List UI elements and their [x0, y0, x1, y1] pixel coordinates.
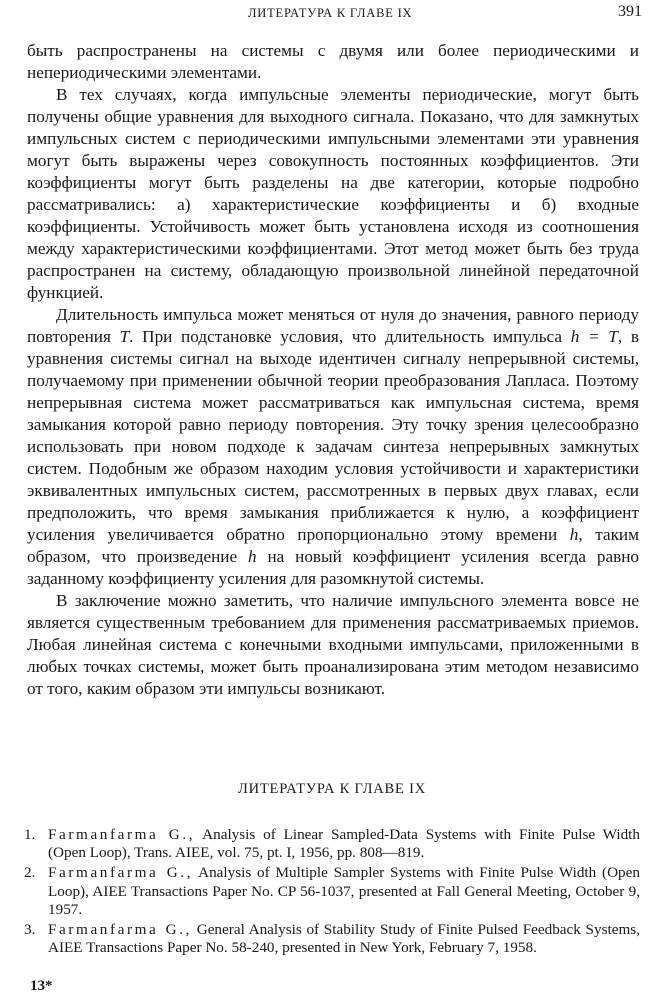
reference-text	[48, 826, 640, 862]
reference-item	[24, 826, 640, 862]
symbol-h: h	[569, 525, 579, 544]
symbol-T: T	[119, 327, 130, 346]
reference-author: Farmanfarma G.,	[48, 921, 193, 939]
page-header	[0, 3, 664, 27]
reference-body: Analysis of Linear Sampled-Data Systems with Finite Pulse Width (Open Loop), Trans. AIEE, vol. 75, pt. I, 1956, pp. 808—819.	[48, 826, 640, 862]
reference-author: Farmanfarma G.,	[48, 864, 194, 882]
printer-signature-mark: 13*	[30, 978, 53, 994]
reference-number: 2.	[24, 864, 36, 882]
reference-item	[24, 864, 640, 919]
page-number: 391	[618, 3, 642, 20]
reference-body: General Analysis of Stability Study of Finite Pulsed Feedback Systems, AIEE Transactions Paper No. 58-240, presented in New York, February 7, 1958.	[48, 921, 640, 957]
reference-number: 1.	[24, 826, 36, 843]
reference-text	[48, 864, 640, 919]
reference-text	[48, 921, 640, 957]
paragraph-3-part-b: . При подстановке условия, что длительность импульса	[129, 327, 571, 346]
section-title: ЛИТЕРАТУРА К ГЛАВЕ IX	[237, 781, 426, 797]
equation-h-equals-T: h = T	[570, 327, 618, 346]
paragraph-4: В заключение можно заметить, что наличие импульсного элемента вовсе не является существенным требованием для применения рассматриваемых приемов. Любая линейная система с конечными входными импульсами, приложенными в любых точках системы, может быть проанализирована этим методом независимо от того, каким образом эти импульсы возникают.	[27, 591, 639, 698]
body-text	[27, 40, 639, 700]
paragraph-3	[27, 304, 639, 590]
reference-body: Analysis of Multiple Sampler Systems with Finite Pulse Width (Open Loop), AIEE Transactions Paper No. CP 56-1037, presented at Fall General Meeting, October 9, 1957.	[48, 864, 640, 918]
paragraph-3-part-a: Длительность импульса может меняться от нуля до значения, равного периоду повторения	[27, 305, 639, 346]
paragraph-3-part-d: , таким образом, что произведение	[27, 525, 639, 566]
paragraph-1: быть распространены на системы с двумя или более периодическими и непериодическими элементами.	[27, 41, 639, 82]
paragraph-3-part-c: , в уравнения системы сигнал на выходе идентичен сигналу непрерывной системы, получаемому при применении обычной теории преобразования Лапласа. Поэтому непрерывная система может рассматриваться как импульсная система, время замыкания которой равно периоду повторения. Эту точку зрения целесообразно использовать при новом подходе к задачам синтеза непрерывных замкнутых систем. Подобным же образом находим условия устойчивости и характеристики эквивалентных импульсных систем, рассмотренных в первых двух главах, если предположить, что время замыкания приближается к нулю, а коэффициент усиления увеличивается обратно пропорционально этому времени	[27, 327, 639, 544]
reference-number: 3.	[24, 921, 36, 939]
reference-item	[24, 921, 640, 957]
symbol-h: h	[247, 547, 257, 566]
paragraph-2: В тех случаях, когда импульсные элементы периодические, могут быть получены общие уравнения для выходного сигнала. Показано, что для замкнутых импульсных систем с периодическими импульсными элементами эти уравнения могут быть выражены через совокупность постоянных коэффициентов. Эти коэффициенты могут быть разделены на две категории, которые подробно рассматривались: а) характеристические коэффициенты и б) входные коэффициенты. Устойчивость может быть установлена исходя из соотношения между характеристическими коэффициентами. Этот метод может быть без труда распространен на систему, обладающую произвольной линейной передаточной функцией.	[27, 85, 639, 302]
running-head: ЛИТЕРАТУРА К ГЛАВЕ IX	[248, 6, 413, 20]
paragraph-3-part-e: на новый коэффициент усиления всегда равно заданному коэффициенту усиления для разомкнутой системы.	[27, 547, 639, 588]
reference-list	[24, 826, 640, 959]
reference-author: Farmanfarma G.,	[48, 826, 196, 843]
